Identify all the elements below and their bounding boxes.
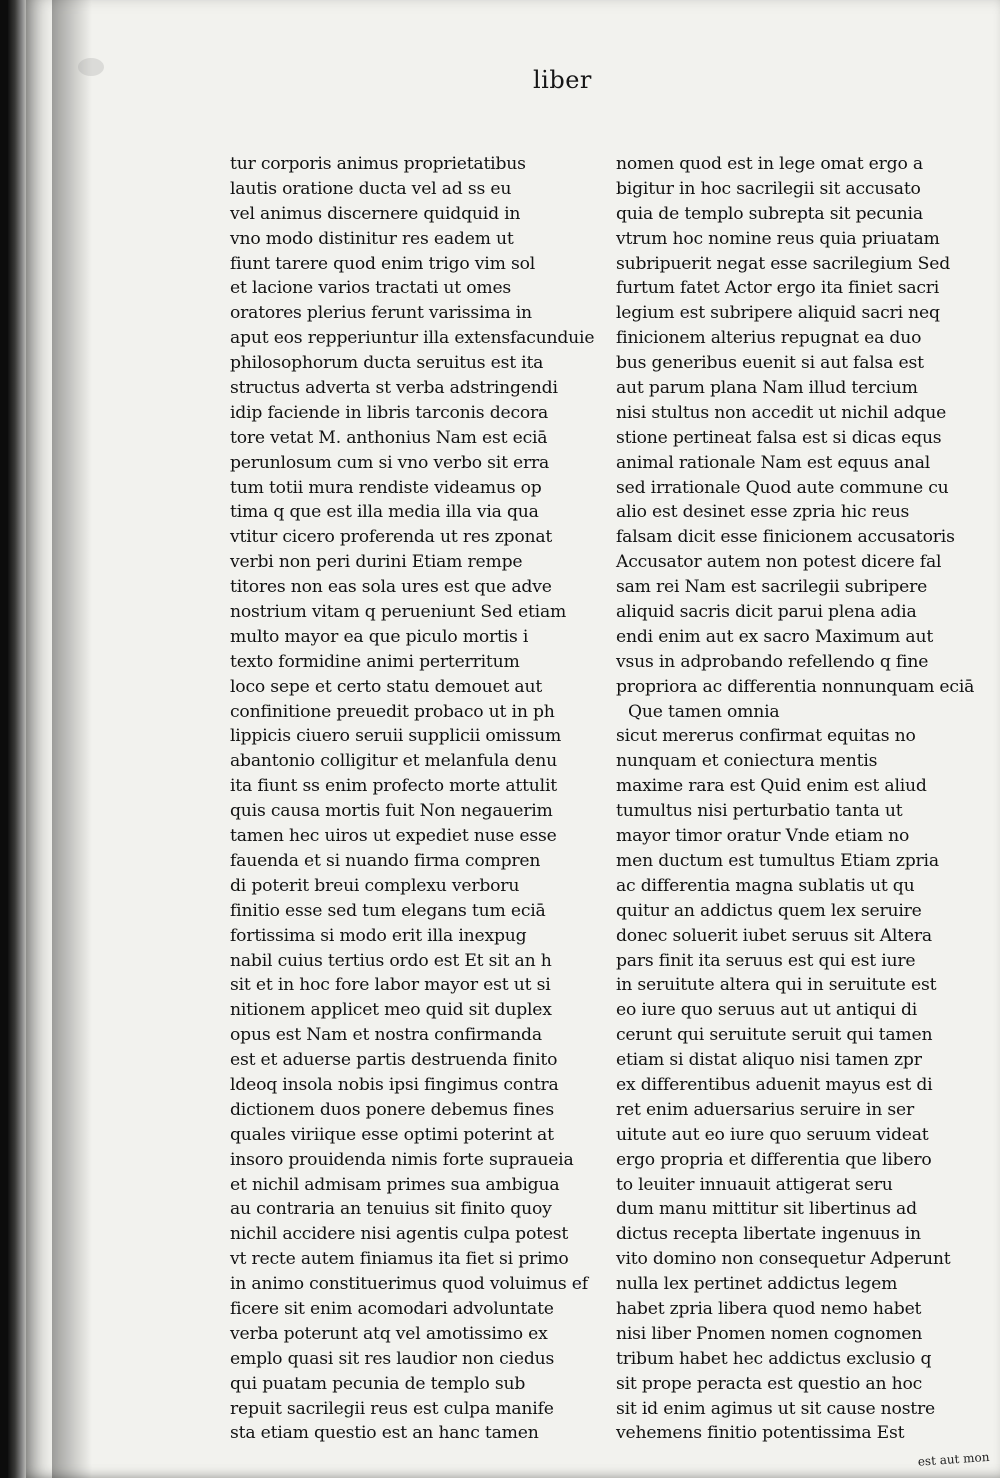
text-line: finicionem alterius repugnat ea duo: [616, 328, 922, 349]
text-line: nichil accidere nisi agentis culpa potest: [230, 1224, 569, 1245]
text-line: vno modo distinitur res eadem ut: [230, 228, 514, 249]
text-line: oratores plerius ferunt varissima in: [230, 303, 532, 324]
text-line: propriora ac differentia nonnunquam eciā: [616, 676, 975, 697]
text-line: philosophorum ducta seruitus est ita: [230, 353, 544, 374]
folio-mark: [78, 58, 104, 76]
text-line: multo mayor ea que piculo mortis i: [230, 626, 529, 647]
text-line: ldeoq insola nobis ipsi fingimus contra: [230, 1074, 559, 1095]
text-line: idip faciende in libris tarconis decora: [230, 402, 549, 423]
text-line: tore vetat M. anthonius Nam est eciā: [230, 427, 548, 448]
text-line: ret enim aduersarius seruire in ser: [616, 1099, 914, 1120]
text-line: etiam si distat aliquo nisi tamen zpr: [616, 1050, 922, 1071]
text-line: in seruitute altera qui in seruitute est: [616, 975, 937, 996]
text-line: bus generibus euenit si aut falsa est: [616, 353, 924, 374]
text-line: tumultus nisi perturbatio tanta ut: [616, 801, 903, 822]
text-line: titores non eas sola ures est que adve: [230, 577, 552, 598]
text-line: di poterit breui complexu verboru: [230, 875, 520, 896]
text-line: tum totii mura rendiste videamus op: [230, 477, 542, 498]
text-line: sicut mererus confirmat equitas no: [616, 726, 916, 747]
text-line: dictus recepta libertate ingenuus in: [616, 1224, 921, 1245]
text-line: opus est Nam et nostra confirmanda: [230, 1025, 542, 1046]
text-line: animal rationale Nam est equus anal: [616, 452, 931, 473]
text-line: lippicis ciuero seruii supplicii omissum: [230, 726, 562, 747]
text-line: tribum habet hec addictus exclusio q: [616, 1348, 932, 1369]
text-line: vtitur cicero proferenda ut res zponat: [230, 527, 553, 548]
text-line: est et aduerse partis destruenda finito: [230, 1050, 558, 1071]
text-line: in animo constituerimus quod voluimus ef: [230, 1274, 588, 1295]
text-line: ac differentia magna sublatis ut qu: [616, 875, 915, 896]
text-line: qui puatam pecunia de templo sub: [230, 1373, 526, 1394]
text-line: structus adverta st verba adstringendi: [230, 378, 558, 399]
text-line: quitur an addictus quem lex seruire: [616, 900, 922, 921]
text-line: aliquid sacris dicit parui plena adia: [616, 602, 917, 623]
text-line: furtum fatet Actor ergo ita finiet sacri: [616, 278, 940, 299]
right-text-column: [616, 152, 975, 1446]
text-line: vtrum hoc nomine reus quia priuatam: [616, 228, 940, 249]
text-line: fauenda et si nuando firma compren: [230, 850, 541, 871]
text-line: uitute aut eo iure quo seruum videat: [616, 1124, 929, 1145]
text-line: et lacione varios tractati ut omes: [230, 278, 512, 299]
text-line: vel animus discernere quidquid in: [230, 203, 521, 224]
text-line: ita fiunt ss enim profecto morte attulit: [230, 776, 557, 797]
text-line: sit id enim agimus ut sit cause nostre: [616, 1398, 936, 1419]
text-line: stione pertineat falsa est si dicas equs: [616, 427, 942, 448]
text-line: pars finit ita seruus est qui est iure: [616, 950, 916, 971]
text-line: sit et in hoc fore labor mayor est ut si: [230, 975, 551, 996]
page-edge: [8, 0, 28, 1478]
text-line: nomen quod est in lege omat ergo a: [616, 154, 923, 174]
text-line: nabil cuius tertius ordo est Et sit an h: [230, 950, 552, 971]
text-line: vito domino non consequetur Adperunt: [616, 1249, 951, 1270]
text-line: nunquam et coniectura mentis: [616, 751, 878, 772]
text-line: nulla lex pertinet addictus legem: [616, 1274, 898, 1295]
text-line: verbi non peri durini Etiam rempe: [230, 552, 523, 573]
text-line: emplo quasi sit res laudior non ciedus: [230, 1348, 555, 1369]
text-line: verba poterunt atq vel amotissimo ex: [230, 1323, 548, 1344]
text-line: vt recte autem finiamus ita fiet si primo: [230, 1249, 569, 1270]
text-line: ex differentibus aduenit mayus est di: [616, 1074, 933, 1095]
text-line: Que tamen omnia: [628, 701, 780, 722]
text-line: nostrium vitam q perueniunt Sed etiam: [230, 602, 567, 623]
left-text-column: [230, 152, 595, 1446]
text-line: endi enim aut ex sacro Maximum aut: [616, 626, 934, 647]
text-line: fiunt tarere quod enim trigo vim sol: [230, 253, 536, 274]
text-line: tamen hec uiros ut expediet nuse esse: [230, 826, 557, 847]
text-line: sit prope peracta est questio an hoc: [616, 1373, 923, 1394]
text-line: alio est desinet esse zpria hic reus: [616, 502, 910, 523]
text-line: aput eos repperiuntur illa extensfacunduie: [230, 328, 595, 349]
text-line: texto formidine animi perterritum: [230, 651, 520, 672]
text-line: nitionem applicet meo quid sit duplex: [230, 1000, 552, 1021]
gutter-shadow: [52, 0, 92, 1478]
text-line: et nichil admisam primes sua ambigua: [230, 1174, 560, 1195]
text-line: lautis oratione ducta vel ad ss eu: [230, 178, 512, 199]
text-line: perunlosum cum si vno verbo sit erra: [230, 452, 550, 473]
text-line: subripuerit negat esse sacrilegium Sed: [616, 253, 950, 274]
text-line: habet zpria libera quod nemo habet: [616, 1298, 922, 1319]
text-line: nisi liber Pnomen nomen cognomen: [616, 1323, 923, 1344]
text-line: ficere sit enim acomodari advoluntate: [230, 1298, 554, 1319]
text-line: dictionem duos ponere debemus fines: [230, 1099, 554, 1120]
text-line: fortissima si modo erit illa inexpug: [230, 925, 527, 946]
text-line: finitio esse sed tum elegans tum eciā: [230, 900, 546, 921]
text-line: loco sepe et certo statu demouet aut: [230, 676, 543, 697]
text-line: vehemens finitio potentissima Est: [616, 1423, 905, 1444]
catchword-note: est aut mon: [917, 1449, 990, 1469]
text-line: dum manu mittitur sit libertinus ad: [616, 1199, 917, 1220]
text-line: au contraria an tenuius sit finito quoy: [230, 1199, 552, 1220]
text-line: cerunt qui seruitute seruit qui tamen: [616, 1025, 933, 1046]
text-line: nisi stultus non accedit ut nichil adque: [616, 402, 947, 423]
text-line: sam rei Nam est sacrilegii subripere: [616, 577, 928, 598]
text-line: quis causa mortis fuit Non negauerim: [230, 801, 553, 822]
text-line: quales viriique esse optimi poterint at: [230, 1124, 554, 1145]
text-line: men ductum est tumultus Etiam zpria: [616, 850, 939, 871]
text-line: repuit sacrilegii reus est culpa manife: [230, 1398, 554, 1419]
text-line: bigitur in hoc sacrilegii sit accusato: [616, 178, 921, 199]
text-line: quia de templo subrepta sit pecunia: [616, 203, 923, 224]
text-line: abantonio colligitur et melanfula denu: [230, 751, 557, 772]
text-line: vsus in adprobando refellendo q fine: [616, 651, 929, 672]
text-line: mayor timor oratur Vnde etiam no: [616, 826, 910, 847]
text-line: to leuiter innuauit attigerat seru: [616, 1174, 893, 1195]
text-line: tima q que est illa media illa via qua: [230, 502, 539, 523]
text-line: Accusator autem non potest dicere fal: [616, 552, 942, 573]
text-line: sed irrationale Quod aute commune cu: [616, 477, 949, 498]
text-line: donec soluerit iubet seruus sit Altera: [616, 925, 932, 946]
text-line: insoro prouidenda nimis forte supraueia: [230, 1149, 574, 1170]
text-line: confinitione preuedit probaco ut in ph: [230, 701, 555, 722]
text-line: maxime rara est Quid enim est aliud: [616, 776, 927, 797]
text-line: ergo propria et differentia que libero: [616, 1149, 932, 1170]
text-line: aut parum plana Nam illud tercium: [616, 378, 918, 399]
text-line: falsam dicit esse finicionem accusatoris: [616, 527, 955, 548]
text-line: eo iure quo seruus aut ut antiqui di: [616, 1000, 918, 1021]
running-head: liber: [533, 66, 592, 94]
text-line: sta etiam questio est an hanc tamen: [230, 1423, 539, 1444]
text-line: legium est subripere aliquid sacri neq: [616, 303, 940, 324]
text-line: tur corporis animus proprietatibus: [230, 154, 526, 174]
